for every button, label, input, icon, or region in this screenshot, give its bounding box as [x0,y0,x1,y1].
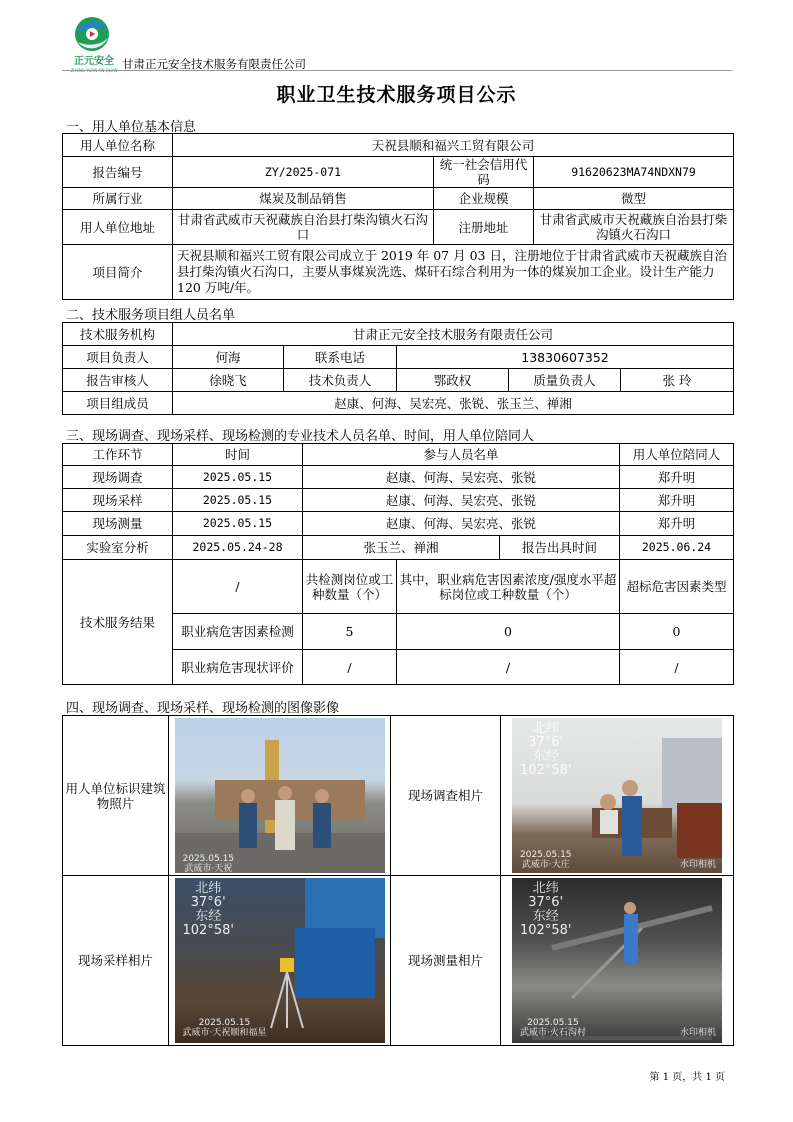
photo1-date: 2025.05.15 [182,854,235,864]
report-no: ZY/2025-071 [173,157,434,188]
photo4-lat-label: 北纬 [532,881,559,896]
photo2-date: 2025.05.15 [520,850,572,860]
unit-name-label: 用人单位名称 [63,134,173,157]
result-row2-label: 职业病危害现状评价 [173,650,303,685]
photo2-place: 武威市·大庄 [521,860,570,870]
intro-label: 项目简介 [63,245,173,300]
unit-name: 天祝县顺和福兴工贸有限公司 [173,134,734,157]
measurement-photo [512,878,722,1043]
letterhead [68,12,388,74]
report-date-label: 报告出具时间 [500,536,620,560]
photo3-date: 2025.05.15 [198,1018,251,1028]
section3-heading: 三、现场调查、现场采样、现场检测的专业技术人员名单、时间，用人单位陪同人 [66,429,535,444]
stage: 现场测量 [63,512,173,536]
photo2-lat-label: 北纬 [532,721,559,736]
result-row1-total: 5 [303,614,397,650]
tech-lead: 鄂政权 [397,369,509,392]
reg-address: 甘肃省武威市天祝藏族自治县打柴沟镇火石沟口 [534,210,734,245]
industry: 煤炭及制品销售 [173,188,434,210]
unit-info-table [62,133,734,300]
col-people: 参与人员名单 [303,444,620,466]
header-divider [62,70,732,71]
scale: 微型 [534,188,734,210]
photo2-lon: 102°58' [520,763,572,778]
photo4-label: 现场测量相片 [391,876,501,1046]
sampling-photo [175,878,385,1043]
photo4-date: 2025.05.15 [527,1018,579,1028]
quality: 张 玲 [621,369,734,392]
credit-code-label: 统一社会信用代码 [434,157,534,188]
table-row [63,512,734,536]
lab-label: 实验室分析 [63,536,173,560]
result-col-total: 共检测岗位或工种数量（个） [303,560,397,614]
company-logo-icon [68,12,120,74]
members-label: 项目组成员 [63,392,173,415]
result-row2-total: / [303,650,397,685]
photo3-lon: 102°58' [182,923,234,938]
scale-label: 企业规模 [434,188,534,210]
stage: 现场调查 [63,466,173,489]
people: 赵康、何海、吴宏亮、张锐 [303,512,620,536]
col-stage: 工作环节 [63,444,173,466]
result-col-exceed: 其中，职业病危害因素浓度/强度水平超标岗位或工种数量（个） [397,560,620,614]
result-row1-type: 0 [620,614,734,650]
members: 赵康、何海、吴宏亮、张锐、张玉兰、禅湘 [173,392,734,415]
lab-people: 张玉兰、禅湘 [303,536,500,560]
tech-lead-label: 技术负责人 [284,369,397,392]
stage: 现场采样 [63,489,173,512]
leader: 何海 [173,346,284,369]
reviewer-label: 报告审核人 [63,369,173,392]
logo-text: 正元安全 [74,56,114,67]
report-no-label: 报告编号 [63,157,173,188]
page-title: 职业卫生技术服务项目公示 [276,84,517,106]
photo2-lat: 37°6' [528,735,564,750]
photo4-lat: 37°6' [528,895,564,910]
reviewer: 徐晓飞 [173,369,284,392]
quality-label: 质量负责人 [509,369,621,392]
photo3-place: 武威市·天祝顺和福星 [182,1028,267,1038]
lab-time: 2025.05.24-28 [173,536,303,560]
col-escort: 用人单位陪同人 [620,444,734,466]
leader-label: 项目负责人 [63,346,173,369]
photo-table [62,715,734,1046]
org-label: 技术服务机构 [63,323,173,346]
industry-label: 所属行业 [63,188,173,210]
col-time: 时间 [173,444,303,466]
project-intro: 天祝县顺和福兴工贸有限公司成立于 2019 年 07 月 03 日，注册地位于甘肃省武威市天祝藏族自治县打柴沟镇火石沟口，主要从事煤炭洗选、煤矸石综合利用为一体的煤炭加工企业。设计生产能力 120 万吨/年。 [173,245,734,300]
watermark: 水印相机 [679,860,716,870]
page-number: 第 1 页，共 1 页 [649,1072,725,1083]
photo4-place: 武威市·火石沟村 [520,1028,586,1038]
result-col-type: 超标危害因素类型 [620,560,734,614]
people: 赵康、何海、吴宏亮、张锐 [303,489,620,512]
reg-address-label: 注册地址 [434,210,534,245]
credit-code: 91620623MA74NDXN79 [534,157,734,188]
photo1-label: 用人单位标识建筑物照片 [63,716,169,876]
time: 2025.05.15 [173,466,303,489]
people: 赵康、何海、吴宏亮、张锐 [303,466,620,489]
time: 2025.05.15 [173,512,303,536]
company-name: 甘肃正元安全技术服务有限责任公司 [122,57,306,71]
section1-heading: 一、用人单位基本信息 [66,120,197,135]
photo3-label: 现场采样相片 [63,876,169,1046]
team-table [62,322,734,415]
result-slash: / [173,560,303,614]
result-row1-exceed: 0 [397,614,620,650]
report-date: 2025.06.24 [620,536,734,560]
photo4-lon: 102°58' [520,923,572,938]
time: 2025.05.15 [173,489,303,512]
photo3-lat-label: 北纬 [195,881,222,896]
phone: 13830607352 [397,346,734,369]
fieldwork-table [62,443,734,685]
photo4-lon-label: 东经 [532,909,559,924]
result-label: 技术服务结果 [63,560,173,685]
address: 甘肃省武威市天祝藏族自治县打柴沟镇火石沟口 [173,210,434,245]
section4-heading: 四、现场调查、现场采样、现场检测的图像影像 [66,701,340,716]
org: 甘肃正元安全技术服务有限责任公司 [173,323,734,346]
table-row [63,466,734,489]
table-row [63,489,734,512]
escort: 郑升明 [620,512,734,536]
result-row1-label: 职业病危害因素检测 [173,614,303,650]
photo1-place: 武威市·天祝 [184,864,233,873]
result-row2-type: / [620,650,734,685]
svg-text:ZHENG YUAN AN QUAN: ZHENG YUAN AN QUAN [70,68,118,73]
photo3-lat: 37°6' [190,895,226,910]
site-survey-photo [512,718,722,873]
watermark: 水印相机 [679,1028,716,1038]
photo2-label: 现场调查相片 [391,716,501,876]
building-sign-photo [175,718,385,873]
escort: 郑升明 [620,489,734,512]
result-row2-exceed: / [397,650,620,685]
phone-label: 联系电话 [284,346,397,369]
photo2-lon-label: 东经 [532,749,559,764]
section2-heading: 二、技术服务项目组人员名单 [66,308,236,323]
escort: 郑升明 [620,466,734,489]
address-label: 用人单位地址 [63,210,173,245]
photo3-lon-label: 东经 [195,909,222,924]
